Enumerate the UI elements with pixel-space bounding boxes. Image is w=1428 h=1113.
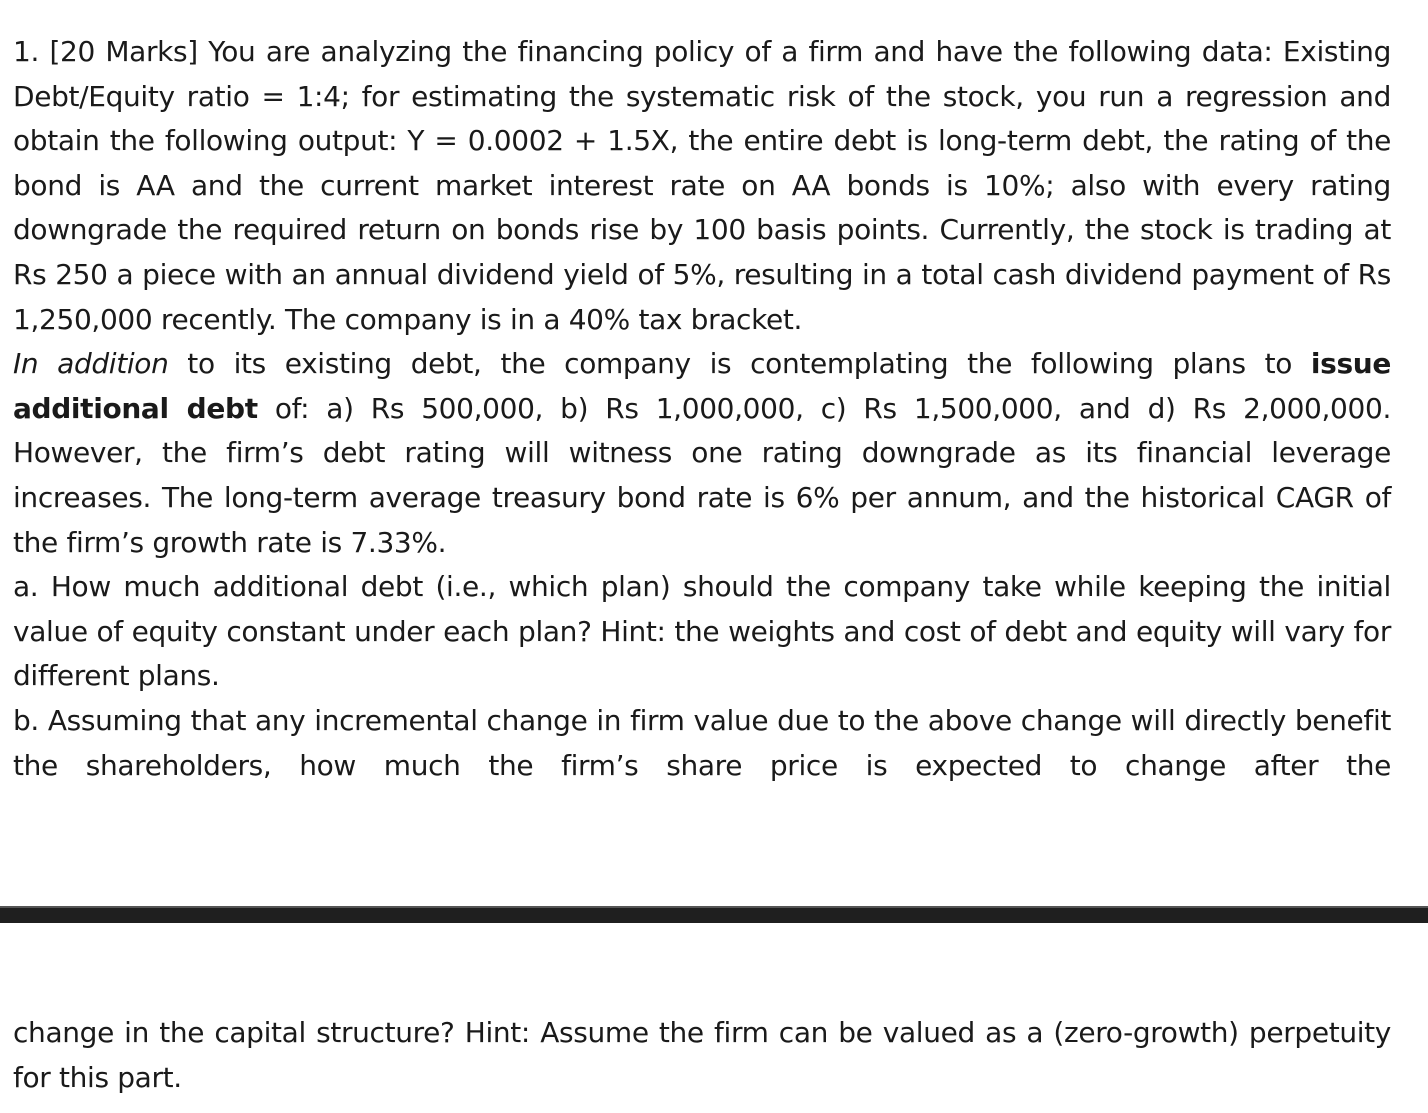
page-break-divider <box>0 906 1428 923</box>
question-part-b-bottom: change in the capital structure? Hint: Assume the firm can be valued as a (zero-growth) perpetuity for this part. <box>13 1016 1391 1094</box>
issue-additional-debt-bold: issue additional debt <box>13 347 1391 425</box>
question-plans <box>13 342 1391 565</box>
plans-text-post: of: a) Rs 500,000, b) Rs 1,000,000, c) Rs 1,500,000, and d) Rs 2,000,000. However, the firm’s debt rating will witness one rating downgrade as its financial leverage increases. The long-term average treasury bond rate is 6% per annum, and the historical CAGR of the firm’s growth rate is 7.33%. <box>13 391 1392 559</box>
in-addition-italic: In addition <box>13 347 169 381</box>
question-part-b-top: b. Assuming that any incremental change in firm value due to the above change will directly benefit the shareholders, how much the firm’s share price is expected to change after the <box>13 703 1391 782</box>
question-part-a: a. How much additional debt (i.e., which plan) should the company take while keeping the initial value of equity constant under each plan? Hint: the weights and cost of debt and equity will vary for different plans. <box>13 570 1391 693</box>
page-bottom-section <box>13 1011 1391 1100</box>
plans-text-pre: to its existing debt, the company is contemplating the following plans to <box>168 347 1311 381</box>
question-intro: 1. [20 Marks] You are analyzing the financing policy of a firm and have the following data: Existing Debt/Equity ratio = 1:4; for estimating the systematic risk of the stock, you run a regression and obtain the following output: Y = 0.0002 + 1.5X, the entire debt is long-term debt, the rating of the bond is AA and the current market interest rate on AA bonds is 10%; also with every rating downgrade the required return on bonds rise by 100 basis points. Currently, the stock is trading at Rs 250 a piece with an annual dividend yield of 5%, resulting in a total cash dividend payment of Rs 1,250,000 recently. The company is in a 40% tax bracket. <box>13 35 1391 336</box>
page-top-section <box>13 30 1391 788</box>
